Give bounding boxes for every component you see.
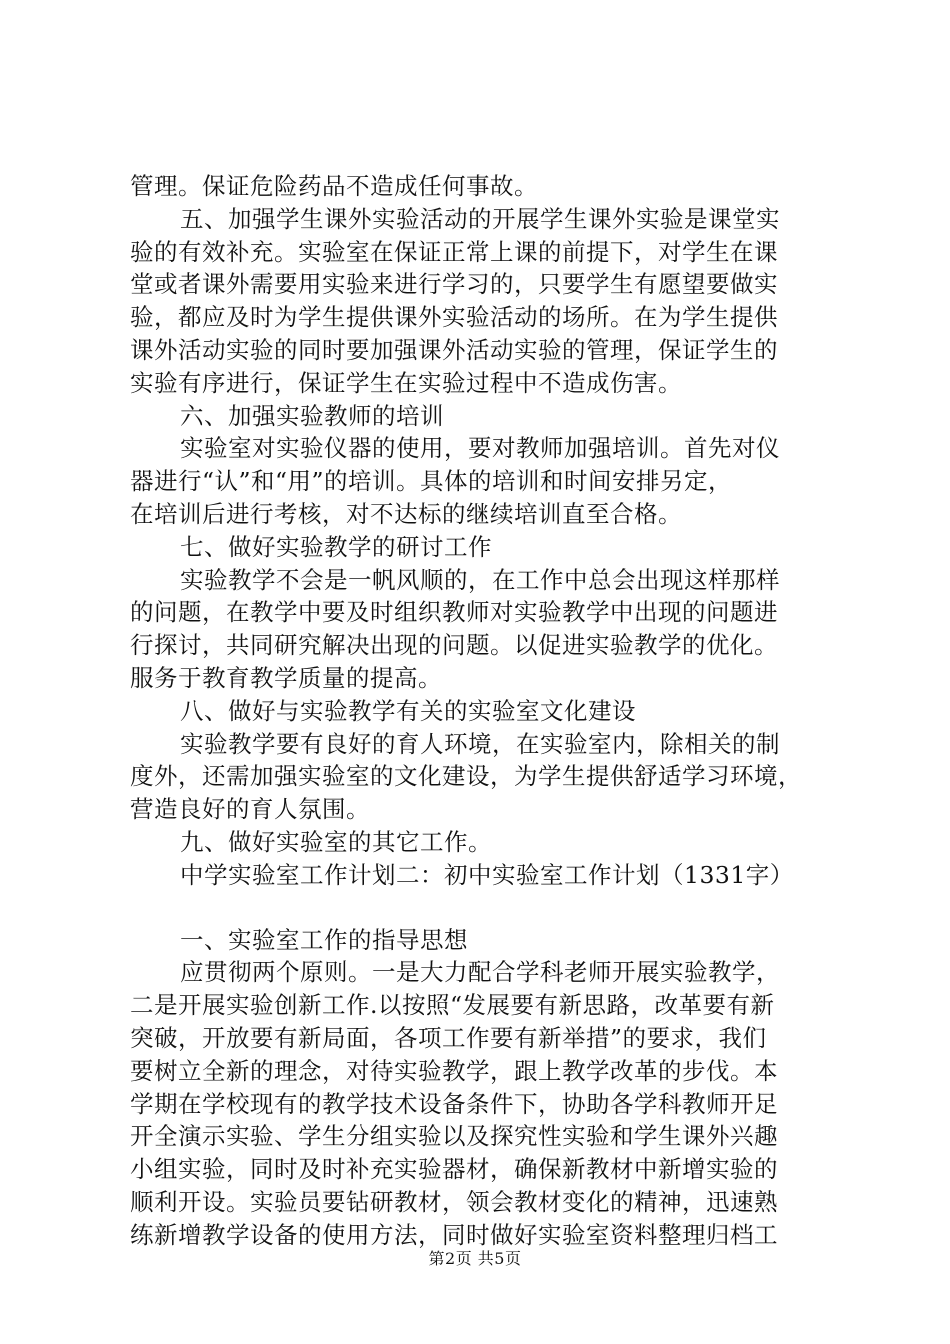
text-line: 中学实验室工作计划二：初中实验室工作计划（1331字） — [180, 860, 794, 889]
text-line: 服务于教育教学质量的提高。 — [130, 663, 442, 692]
text-line: 二是开展实验创新工作.以按照“发展要有新思路，改革要有新 — [130, 991, 775, 1020]
document-body — [130, 170, 830, 1252]
text-line: 八、做好与实验教学有关的实验室文化建设 — [180, 696, 636, 725]
text-line: 顺利开设。实验员要钻研教材，领会教材变化的精神，迅速熟 — [130, 1187, 778, 1216]
text-line: 小组实验，同时及时补充实验器材，确保新教材中新增实验的 — [130, 1155, 778, 1184]
text-line: 六、加强实验教师的培训 — [180, 401, 444, 430]
text-line: 练新增教学设备的使用方法，同时做好实验室资料整理归档工 — [130, 1220, 778, 1249]
text-line: 营造良好的育人氛围。 — [130, 795, 370, 824]
text-line: 验，都应及时为学生提供课外实验活动的场所。在为学生提供 — [130, 303, 778, 332]
text-line: 行探讨，共同研究解决出现的问题。以促进实验教学的优化。 — [130, 631, 778, 660]
text-line: 实验教学要有良好的育人环境，在实验室内，除相关的制 — [180, 729, 780, 758]
page-footer: 第2页 共5页 — [428, 1249, 522, 1268]
text-line: 课外活动实验的同时要加强课外活动实验的管理，保证学生的 — [130, 335, 778, 364]
blank-line — [130, 892, 830, 924]
text-line: 在培训后进行考核，对不达标的继续培训直至合格。 — [130, 499, 682, 528]
text-line: 的问题，在教学中要及时组织教师对实验教学中出现的问题进 — [130, 598, 778, 627]
text-line: 一、实验室工作的指导思想 — [180, 925, 468, 954]
text-line: 突破，开放要有新局面，各项工作要有新举措”的要求，我们 — [130, 1023, 767, 1052]
text-line: 七、做好实验教学的研讨工作 — [180, 532, 492, 561]
text-line: 实验教学不会是一帆风顺的，在工作中总会出现这样那样 — [180, 565, 780, 594]
text-line: 开全演示实验、学生分组实验以及探究性实验和学生课外兴趣 — [130, 1122, 778, 1151]
text-line: 九、做好实验室的其它工作。 — [180, 827, 492, 856]
text-line: 要树立全新的理念，对待实验教学，跟上教学改革的步伐。本 — [130, 1056, 778, 1085]
text-line: 实验室对实验仪器的使用，要对教师加强培训。首先对仪 — [180, 434, 780, 463]
text-line: 验的有效补充。实验室在保证正常上课的前提下，对学生在课 — [130, 237, 778, 266]
text-line: 堂或者课外需要用实验来进行学习的，只要学生有愿望要做实 — [130, 270, 778, 299]
text-line: 应贯彻两个原则。一是大力配合学科老师开展实验教学， — [180, 958, 780, 987]
text-line: 器进行“认”和“用”的培训。具体的培训和时间安排另定， — [130, 467, 733, 496]
text-line: 管理。保证危险药品不造成任何事故。 — [130, 172, 538, 200]
text-line: 实验有序进行，保证学生在实验过程中不造成伤害。 — [130, 368, 682, 397]
text-line: 学期在学校现有的教学技术设备条件下，协助各学科教师开足 — [130, 1089, 778, 1118]
text-line: 度外，还需加强实验室的文化建设，为学生提供舒适学习环境， — [130, 762, 802, 791]
text-line: 五、加强学生课外实验活动的开展学生课外实验是课堂实 — [180, 204, 780, 233]
